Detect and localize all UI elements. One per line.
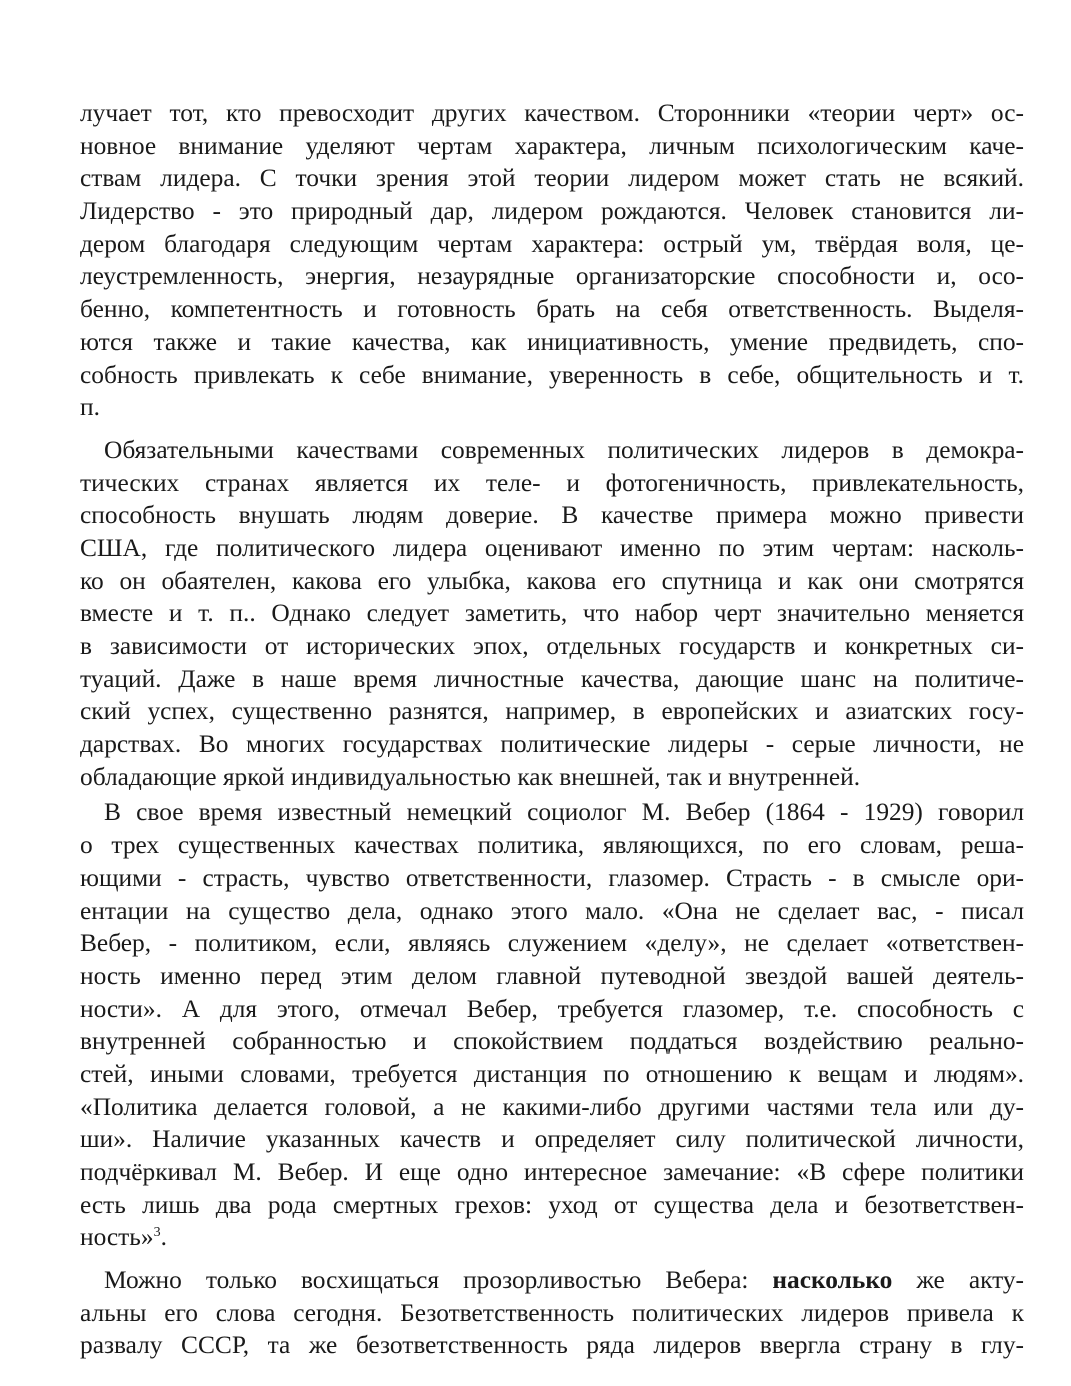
text-line: в зависимости от исторических эпох, отдельных государств и конкретных си- [80,632,1024,660]
document-page [80,97,1024,1362]
text-line: ши». Наличие указанных качеств и определяет силу политической личности, [80,1125,1024,1154]
text-line: США, где политического лидера оценивают именно по этим чертам: насколь- [80,533,1024,562]
text-line: о трех существенных качествах политика, являющихся, по его словам, реша- [80,831,1024,860]
text-line: ентации на существо дела, однако этого мало. «Она не сделает вас, - писал [80,896,1024,925]
text-line: Вебер, - политиком, если, являясь служением «делу», не сделает «ответствен- [80,929,1024,958]
text-line-with-footnote [80,1221,1024,1254]
emphasized-word: насколько [772,1266,893,1295]
text-line: подчёркивал М. Вебер. И еще одно интересное замечание: «В сфере политики [80,1158,1024,1186]
text-fragment: ность» [80,1223,154,1252]
text-line: развалу СССР, та же безответственность ряда лидеров ввергла страну в глу- [80,1331,1024,1360]
text-line: лучает тот, кто превосходит других качеством. Сторонники «теории черт» ос- [80,99,1024,127]
text-line: бенно, компетентность и готовность брать на себя ответственность. Выделя- [80,295,1024,324]
text-line: туаций. Даже в наше время личностные качества, дающие шанс на политиче- [80,664,1024,693]
paragraph-4 [80,1264,1024,1362]
text-line: способность внушать людям доверие. В качестве примера можно привести [80,501,1024,530]
text-line: ности». А для этого, отмечал Вебер, требуется глазомер, т.е. способность с [80,994,1024,1023]
text-line: В свое время известный немецкий социолог М. Вебер (1864 - 1929) говорил [104,798,1024,827]
footnote-marker[interactable]: 3 [153,1225,161,1241]
paragraph-gap [80,424,1024,434]
text-line: стей, иными словами, требуется дистанция по отношению к вещам и людям». [80,1059,1024,1088]
text-line: внутренней собранностью и спокойствием поддаться воздействию реально- [80,1027,1024,1056]
paragraph-2 [80,434,1024,794]
text-fragment: же акту- [892,1266,1025,1295]
text-fragment: . [160,1223,167,1252]
text-line: вместе и т. п.. Однако следует заметить, что набор черт значительно меняется [80,599,1024,628]
text-line: собность привлекать к себе внимание, уверенность в себе, общительность и т. [80,360,1024,389]
text-line: новное внимание уделяют чертам характера, личным психологическим каче- [80,131,1024,160]
text-line: «Политика делается головой, а не какими-либо другими частями тела или ду- [80,1092,1024,1121]
text-line: ность именно перед этим делом главной путеводной звездой вашей деятель- [80,961,1024,990]
text-line: ющими - страсть, чувство ответственности, глазомер. Страсть - в смысле ори- [80,863,1024,892]
paragraph-gap [80,1254,1024,1264]
paragraph-1 [80,97,1024,424]
text-line: Обязательными качествами современных политических лидеров в демокра- [104,435,1024,464]
text-line: дарствах. Во многих государствах политические лидеры - серые личности, не [80,730,1024,759]
text-line: ствам лидера. С точки зрения этой теории лидером может стать не всякий. [80,164,1024,193]
text-line: п. [80,393,100,422]
text-line: ский успех, существенно разнятся, например, в европейских и азиатских госу- [80,697,1024,726]
paragraph-3 [80,796,1024,1254]
text-line [80,1264,1024,1297]
text-line: леустремленность, энергия, незаурядные организаторские способности и, осо- [80,262,1024,291]
text-line: есть лишь два рода смертных грехов: уход от существа дела и безответствен- [80,1190,1024,1219]
text-fragment: Можно только восхищаться прозорливостью Вебера: [104,1266,773,1295]
text-line: альны его слова сегодня. Безответственность политических лидеров привела к [80,1298,1024,1327]
text-line: ко он обаятелен, какова его улыбка, какова его спутница и как они смотрятся [80,566,1024,595]
text-line: Лидерство - это природный дар, лидером рождаются. Человек становится ли- [80,197,1024,226]
text-line: дером благодаря следующим чертам характера: острый ум, твёрдая воля, це- [80,229,1024,258]
text-line: ются также и такие качества, как инициативность, умение предвидеть, спо- [80,327,1024,356]
text-line: тических странах является их теле- и фотогеничность, привлекательность, [80,468,1024,497]
text-line: обладающие яркой индивидуальностью как внешней, так и внутренней. [80,762,861,791]
